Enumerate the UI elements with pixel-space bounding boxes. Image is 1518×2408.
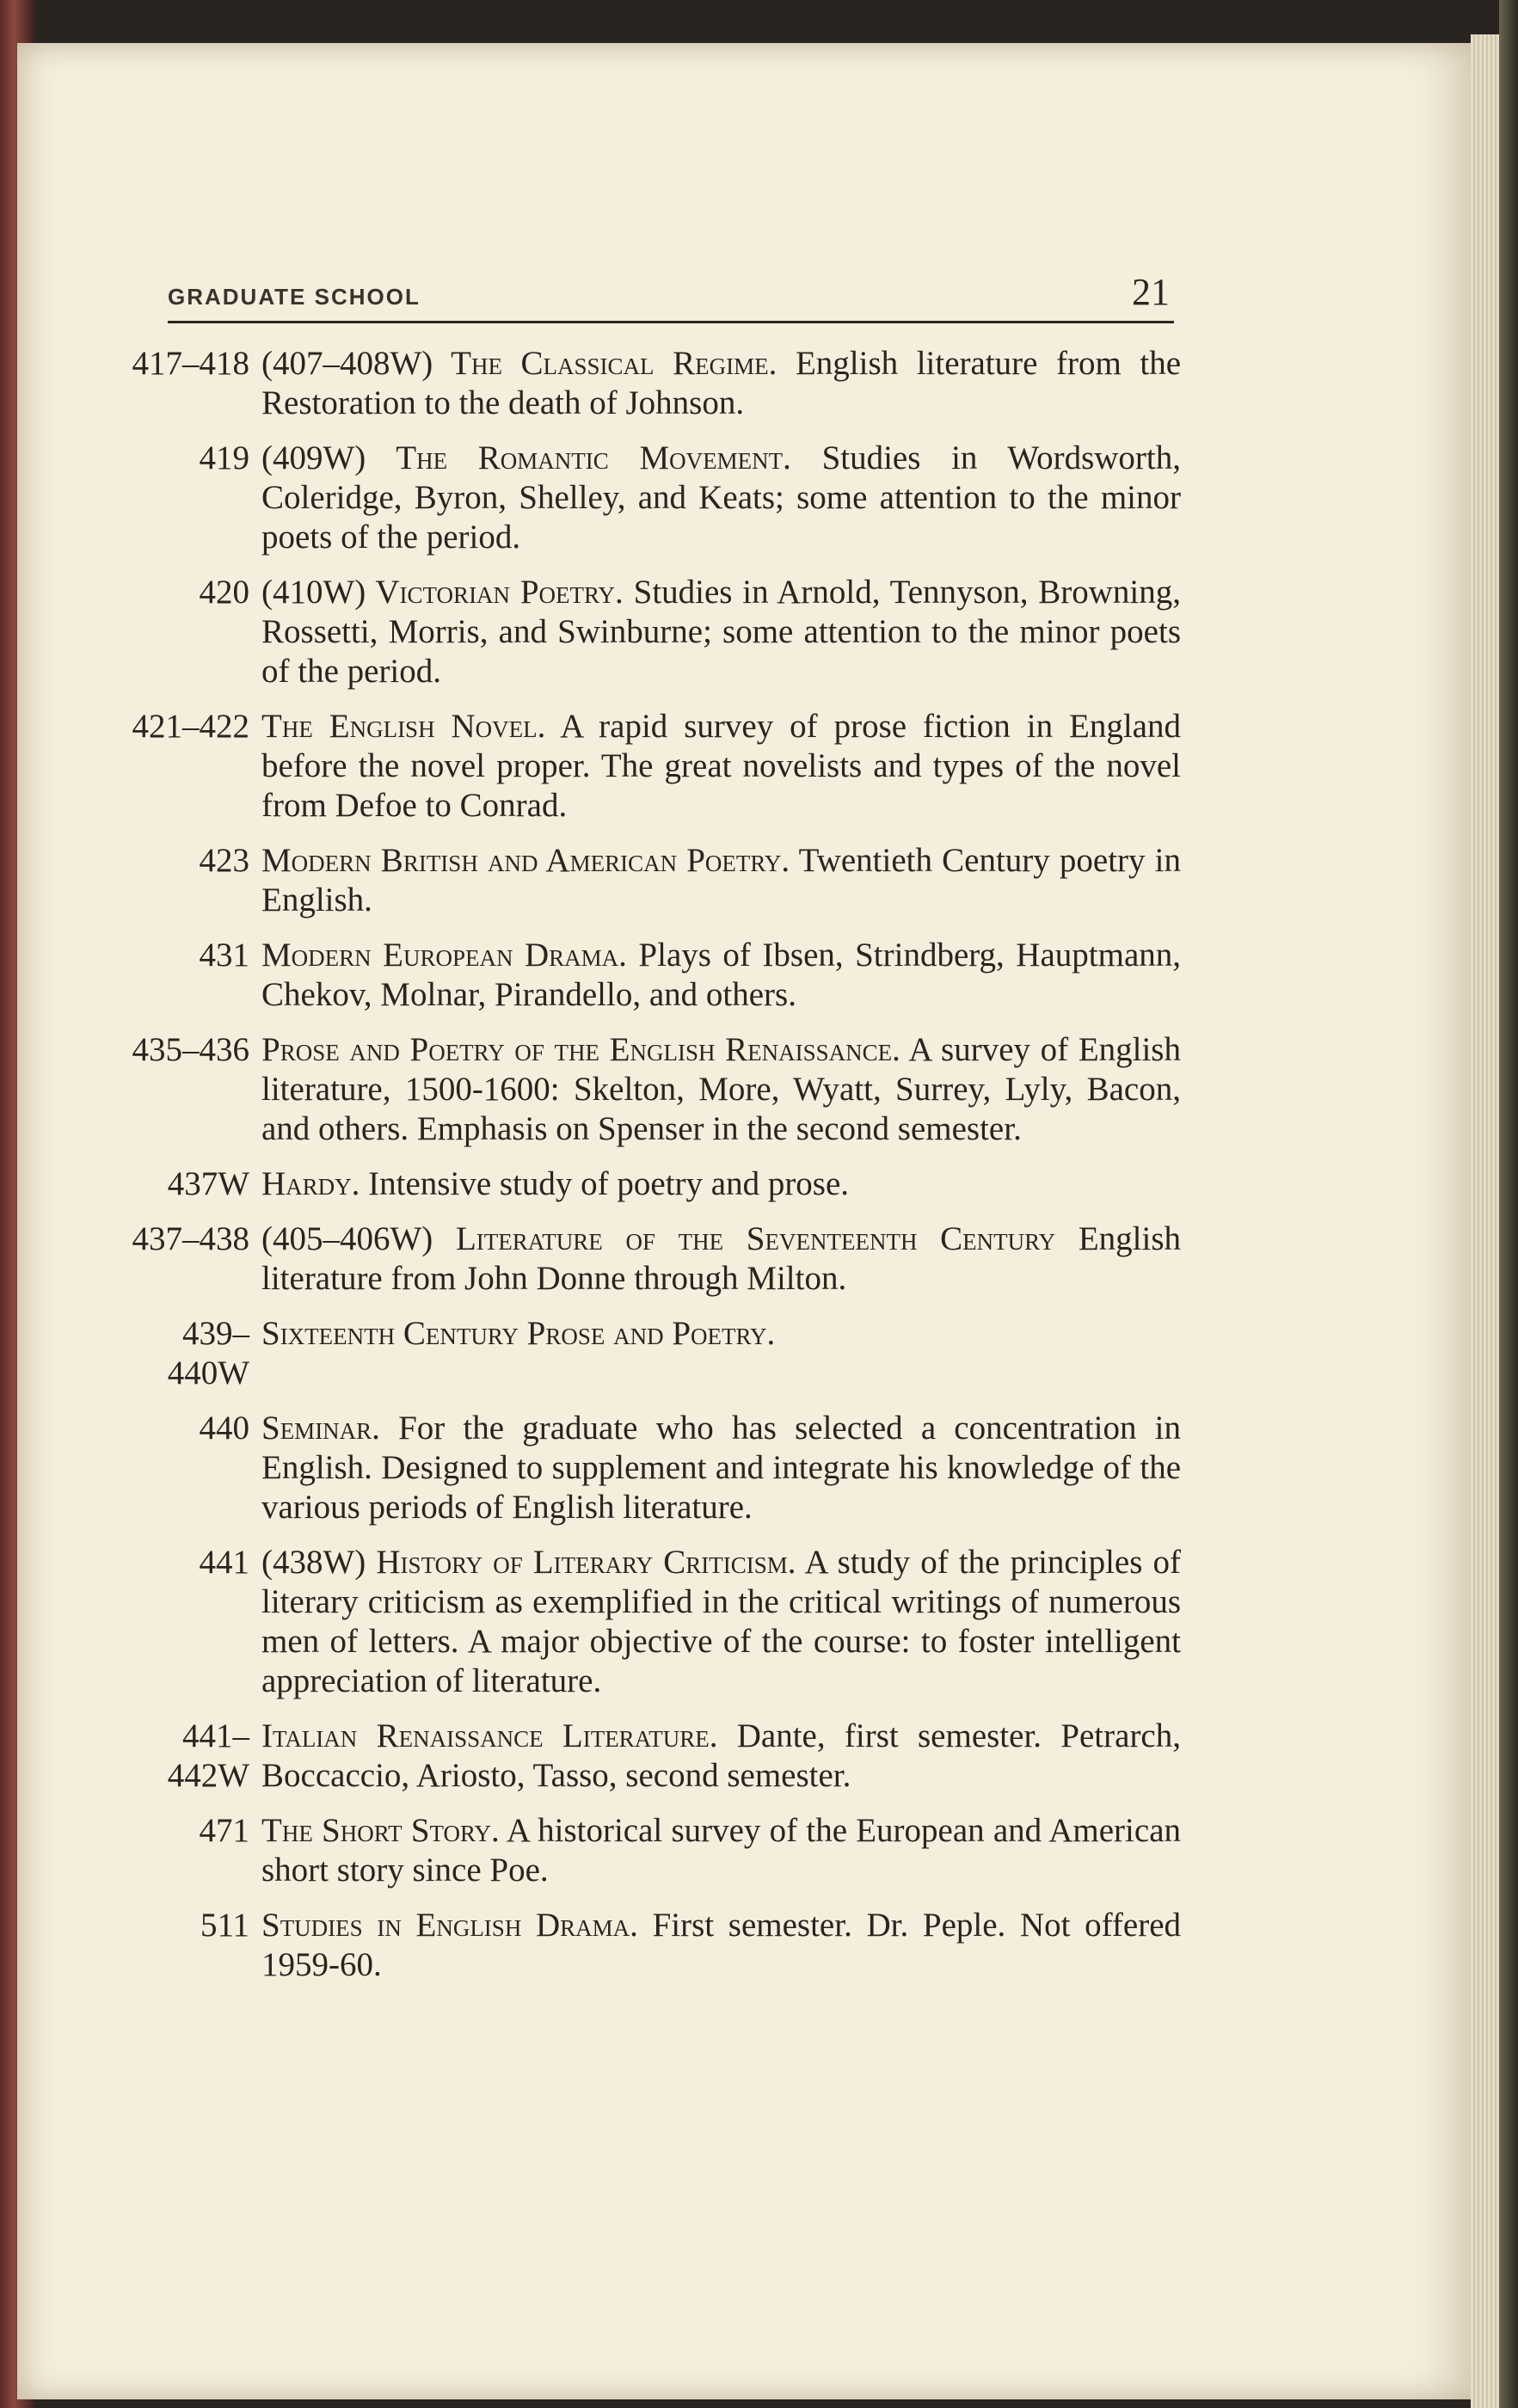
course-text: English literature from John Donne through Milton. [261, 1220, 1182, 1297]
course-title: Modern British and American Poetry. [261, 842, 790, 879]
course-number: 421–422 [132, 708, 249, 745]
course-title: (409W) The Romantic Movement. [261, 439, 791, 476]
course-entry [116, 1030, 1181, 1149]
course-text: A study of the principles of literary criticism as exemplified in the critical writings of numerous men of letters. A major objective of the course: to foster intelligent appreciation of literature. [261, 1544, 1181, 1699]
course-title: (407–408W) The Classical Regime. [261, 345, 777, 382]
course-description [261, 936, 1181, 1015]
course-entry [116, 1811, 1181, 1890]
course-text: A historical survey of the European and American short story since Poe. [261, 1812, 1182, 1889]
course-text: Dante, first semester. Petrarch, Boccaccio, Ariosto, Tasso, second semester. [261, 1717, 1181, 1794]
course-title: Modern European Drama. [261, 937, 627, 974]
page-number: 21 [1132, 271, 1170, 313]
course-description [261, 1164, 1181, 1204]
course-title: The Short Story. [261, 1812, 500, 1849]
course-description [261, 439, 1181, 557]
course-text: First semester. Dr. Peple. Not offered 1959-60. [261, 1907, 1182, 1983]
course-entry [116, 1164, 1181, 1204]
course-text: For the graduate who has selected a concentration in English. Designed to supplement and integrate his knowledge of the various periods of English literature. [261, 1410, 1181, 1526]
course-title: (405–406W) Literature of the Seventeenth Century [261, 1220, 1056, 1257]
course-number: 417–418 [132, 345, 249, 382]
course-description [261, 1030, 1181, 1149]
course-title: (410W) Victorian Poetry. [261, 574, 624, 611]
course-entry [116, 1409, 1181, 1527]
course-text: Studies in Arnold, Tennyson, Browning, Rossetti, Morris, and Swinburne; some attention to the minor poets of the period. [261, 574, 1182, 690]
course-description [261, 841, 1181, 920]
course-description [261, 1409, 1181, 1527]
course-number: 471 [199, 1812, 249, 1849]
course-description [261, 1717, 1181, 1796]
book-cover-edge [1499, 0, 1518, 2408]
course-number: 437W [167, 1165, 249, 1202]
course-description [261, 1219, 1181, 1299]
course-entry [116, 1717, 1181, 1796]
course-description [261, 1543, 1181, 1701]
course-text: Intensive study of poetry and prose. [368, 1165, 850, 1202]
course-title: (438W) History of Literary Criticism. [261, 1544, 796, 1581]
course-entry [116, 936, 1181, 1015]
course-title: Prose and Poetry of the English Renaissance. [261, 1031, 900, 1068]
course-description [261, 573, 1181, 691]
course-number: 435–436 [132, 1031, 249, 1068]
course-entry [116, 573, 1181, 691]
course-description [261, 1314, 1181, 1393]
course-entry [116, 344, 1181, 423]
course-entry [116, 439, 1181, 557]
course-title: Seminar. [261, 1410, 380, 1447]
course-title: Italian Renaissance Literature. [261, 1717, 718, 1754]
course-title: The English Novel. [261, 708, 546, 745]
course-entry [116, 1906, 1181, 1985]
running-head: GRADUATE SCHOOL [168, 284, 421, 310]
course-description [261, 1811, 1181, 1890]
course-title: Studies in English Drama. [261, 1907, 638, 1944]
course-title: Sixteenth Century Prose and Poetry. [261, 1315, 776, 1352]
page-header [168, 269, 1174, 323]
course-number: 511 [200, 1907, 249, 1944]
course-text: A survey of English literature, 1500-1600: Skelton, More, Wyatt, Surrey, Lyly, Bacon, and others. Emphasis on Spenser in the second semester. [261, 1031, 1181, 1147]
course-text: Plays of Ibsen, Strindberg, Hauptmann, Chekov, Molnar, Pirandello, and others. [261, 937, 1182, 1013]
course-number: 441 [199, 1544, 249, 1581]
course-number: 441–442W [167, 1717, 249, 1794]
course-number: 431 [199, 937, 249, 974]
course-description [261, 1906, 1181, 1985]
course-number: 437–438 [132, 1220, 249, 1257]
course-text: Studies in Wordsworth, Coleridge, Byron, Shelley, and Keats; some attention to the minor poets of the period. [261, 439, 1182, 556]
course-entry [116, 1314, 1181, 1393]
course-listing [116, 344, 1181, 2000]
course-entry [116, 841, 1181, 920]
course-entry [116, 1543, 1181, 1701]
course-number: 439–440W [167, 1315, 249, 1391]
course-text: A rapid survey of prose fiction in England before the novel proper. The great novelists and types of the novel from Defoe to Conrad. [261, 708, 1181, 824]
course-description [261, 344, 1181, 423]
course-entry [116, 707, 1181, 826]
course-text: English literature from the Restoration to the death of Johnson. [261, 345, 1182, 421]
course-description [261, 707, 1181, 826]
course-number: 420 [199, 574, 249, 611]
course-title: Hardy. [261, 1165, 360, 1202]
course-number: 423 [199, 842, 249, 879]
course-text: Twentieth Century poetry in English. [261, 842, 1182, 918]
course-entry [116, 1219, 1181, 1299]
course-number: 440 [199, 1410, 249, 1447]
course-number: 419 [199, 439, 249, 476]
